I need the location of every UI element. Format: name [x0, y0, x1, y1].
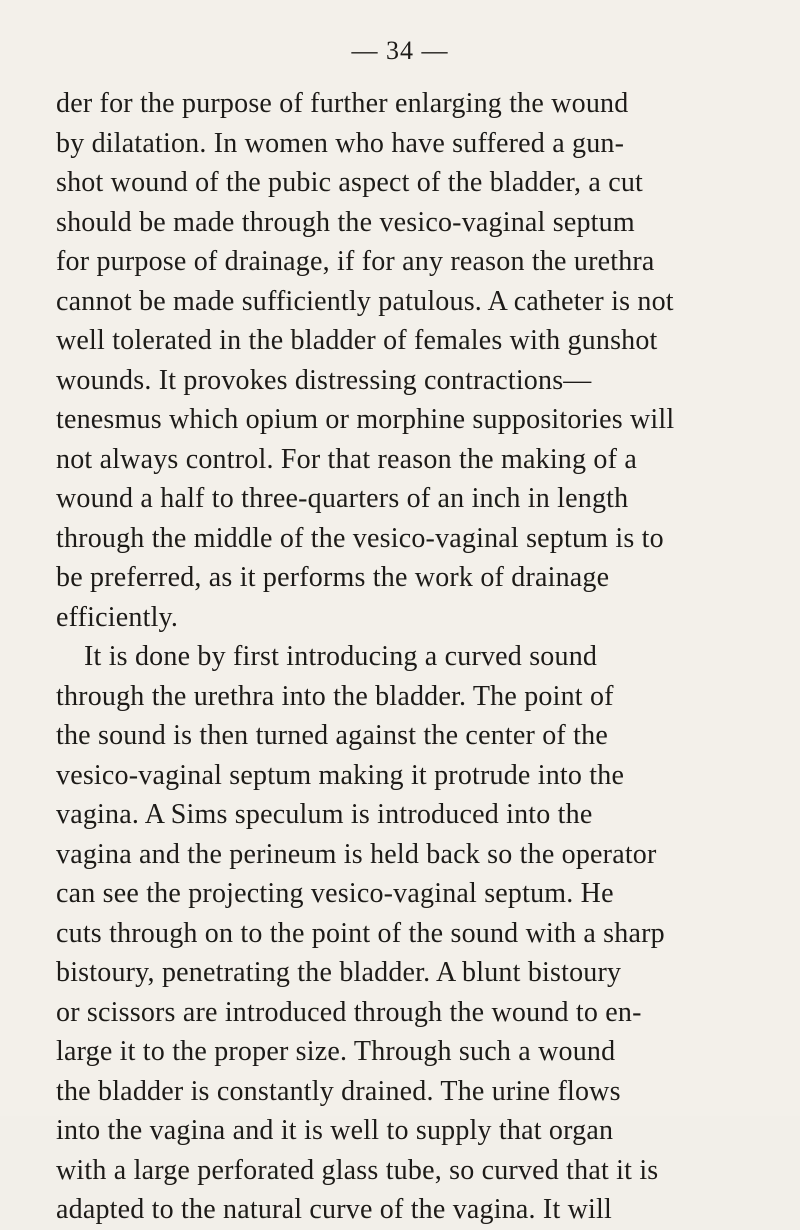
text-line: through the urethra into the bladder. The point of	[56, 680, 614, 712]
text-line: or scissors are introduced through the wound to en-	[56, 996, 642, 1028]
text-line: the bladder is constantly drained. The urine flows	[56, 1075, 621, 1107]
text-line: into the vagina and it is well to supply that organ	[56, 1115, 614, 1146]
paragraph-start-line: It is done by first introducing a curved sound	[84, 641, 598, 672]
text-line: wound a half to three-quarters of an inch in length	[56, 483, 629, 514]
text-line: der for the purpose of further enlarging the wound	[56, 88, 629, 119]
text-line: not always control. For that reason the making of a	[56, 443, 637, 475]
text-line: can see the projecting vesico-vaginal septum. He	[56, 878, 614, 909]
text-line: vagina and the perineum is held back so the operator	[56, 838, 657, 870]
text-line: adapted to the natural curve of the vagina. It will	[56, 1194, 612, 1225]
text-line: shot wound of the pubic aspect of the bladder, a cut	[56, 167, 643, 198]
text-line: large it to the proper size. Through such a wound	[56, 1036, 616, 1067]
text-line: well tolerated in the bladder of females with gunshot	[56, 325, 658, 356]
text-line: vesico-vaginal septum making it protrude into the	[56, 759, 625, 791]
text-line: cannot be made sufficiently patulous. A catheter is not	[56, 285, 674, 317]
text-line: bistoury, penetrating the bladder. A blunt bistoury	[56, 957, 622, 988]
text-line: vagina. A Sims speculum is introduced into the	[56, 799, 593, 830]
text-line: for purpose of drainage, if for any reason the urethra	[56, 246, 655, 277]
body-text	[56, 84, 696, 1230]
text-line: cuts through on to the point of the sound with a sharp	[56, 917, 665, 949]
page-number: — 34 —	[351, 36, 449, 65]
text-line: by dilatation. In women who have suffered a gun-	[56, 127, 625, 159]
text-line: the sound is then turned against the center of the	[56, 720, 608, 751]
text-line: efficiently.	[56, 601, 179, 633]
text-line: tenesmus which opium or morphine suppositories will	[56, 404, 675, 435]
text-line: through the middle of the vesico-vaginal septum is to	[56, 522, 664, 554]
text-line: wounds. It provokes distressing contractions—	[56, 364, 592, 396]
text-line: be preferred, as it performs the work of drainage	[56, 562, 610, 593]
text-line: with a large perforated glass tube, so curved that it is	[56, 1154, 659, 1186]
text-line: should be made through the vesico-vaginal septum	[56, 206, 635, 238]
